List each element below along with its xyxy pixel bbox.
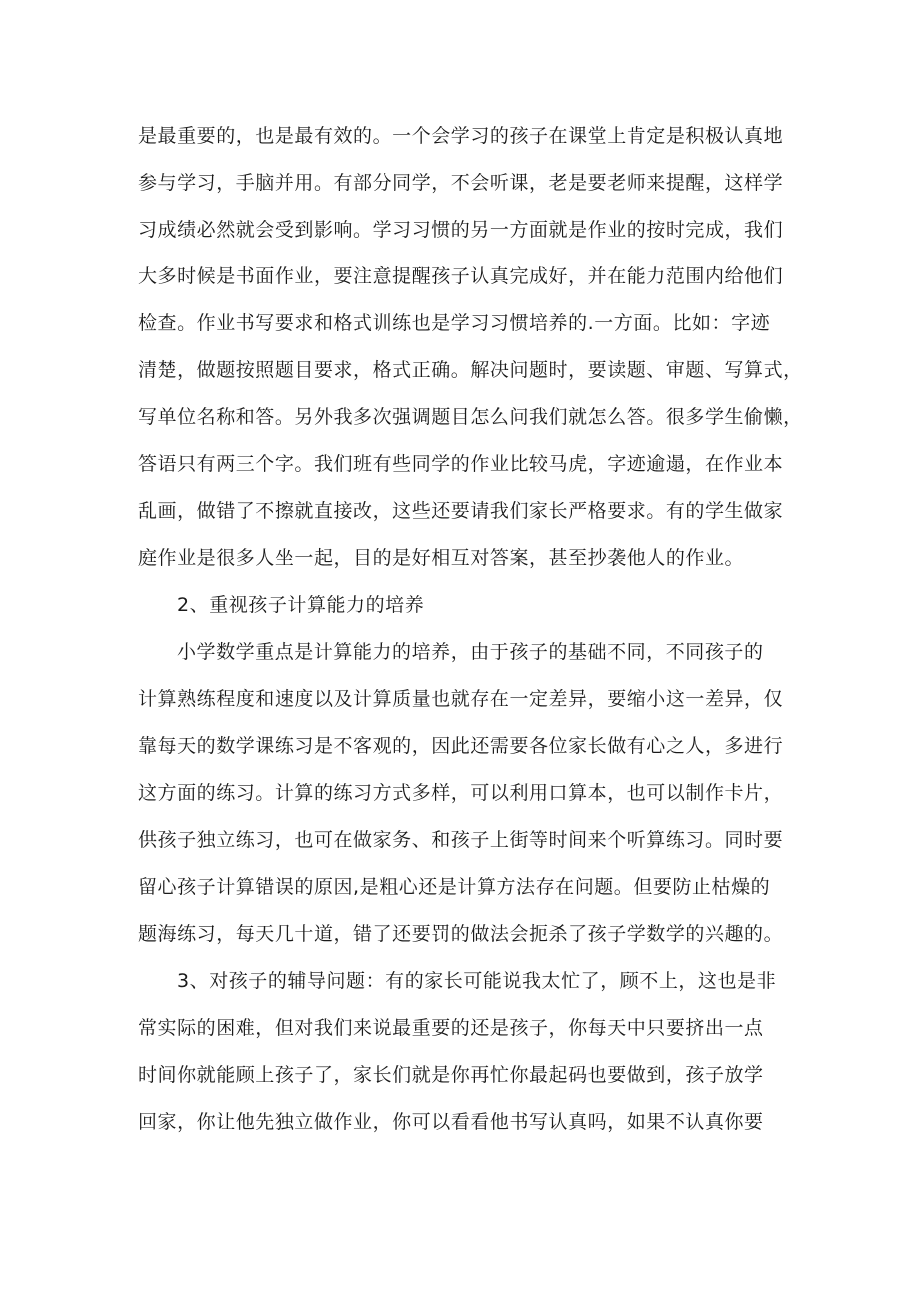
text-line: 检查。作业书写要求和格式训练也是学习习惯培养的.一方面。比如：字迹 [138, 312, 771, 334]
text-line: 写单位名称和答。另外我多次强调题目怎么问我们就怎么答。很多学生偷懒， [138, 406, 803, 428]
text-line: 参与学习，手脑并用。有部分同学，不会听课，老是要老师来提醒，这样学 [138, 172, 784, 194]
text-line: 是最重要的，也是最有效的。一个会学习的孩子在课堂上肯定是积极认真地 [138, 125, 784, 147]
text-line: 清楚，做题按照题目要求，格式正确。解决问题时，要读题、审题、写算式， [138, 359, 803, 381]
text-line: 计算熟练程度和速度以及计算质量也就存在一定差异，要缩小这一差异，仅 [138, 688, 784, 710]
text-line: 留心孩子计算错误的原因,是粗心还是计算方法存在问题。但要防止枯燥的 [138, 876, 771, 898]
text-line: 乱画，做错了不擦就直接改，这些还要请我们家长严格要求。有的学生做家 [138, 500, 784, 522]
text-line: 3、对孩子的辅导问题：有的家长可能说我太忙了，顾不上，这也是非 [177, 970, 777, 992]
text-line: 庭作业是很多人坐一起，目的是好相互对答案，甚至抄袭他人的作业。 [138, 547, 745, 569]
section-heading: 2、重视孩子计算能力的培养 [177, 594, 425, 616]
text-line: 题海练习，每天几十道，错了还要罚的做法会扼杀了孩子学数学的兴趣的。 [138, 923, 784, 945]
text-line: 靠每天的数学课练习是不客观的，因此还需要各位家长做有心之人，多进行 [138, 735, 784, 757]
text-line: 答语只有两三个字。我们班有些同学的作业比较马虎，字迹逾遢，在作业本 [138, 453, 784, 475]
text-line: 常实际的困难，但对我们来说最重要的还是孩子，你每天中只要挤出一点 [138, 1017, 764, 1039]
text-line: 供孩子独立练习，也可在做家务、和孩子上街等时间来个听算练习。同时要 [138, 829, 784, 851]
text-line: 小学数学重点是计算能力的培养，由于孩子的基础不同，不同孩子的 [177, 641, 764, 663]
text-line: 这方面的练习。计算的练习方式多样，可以利用口算本，也可以制作卡片， [138, 782, 784, 804]
text-line: 习成绩必然就会受到影响。学习习惯的另一方面就是作业的按时完成，我们 [138, 219, 784, 241]
text-line: 时间你就能顾上孩子了，家长们就是你再忙你最起码也要做到，孩子放学 [138, 1064, 764, 1086]
text-line: 回家，你让他先独立做作业，你可以看看他书写认真吗，如果不认真你要 [138, 1111, 764, 1133]
text-line: 大多时候是书面作业，要注意提醒孩子认真完成好，并在能力范围内给他们 [138, 265, 784, 287]
